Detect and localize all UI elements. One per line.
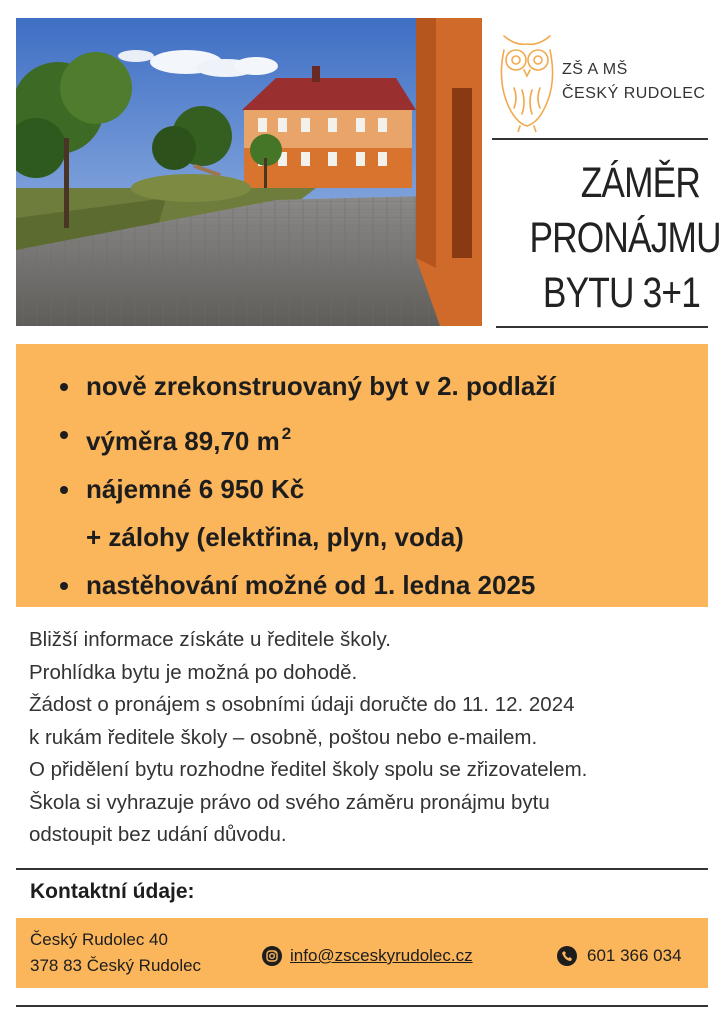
info-text bbox=[29, 624, 587, 852]
highlight-move-in: nastěhování možné od 1. ledna 2025 bbox=[60, 561, 556, 609]
info-line-2: Prohlídka bytu je možná po dohodě. bbox=[29, 660, 358, 684]
title-line-3: BYTU 3+1 bbox=[542, 269, 700, 317]
school-building-photo bbox=[16, 18, 482, 326]
logo-line-2: ČESKÝ RUDOLEC bbox=[562, 85, 706, 102]
title-line-2: PRONÁJMU bbox=[529, 214, 721, 262]
contact-phone bbox=[557, 946, 682, 966]
page-title bbox=[529, 156, 721, 321]
address-line-1: Český Rudolec 40 bbox=[30, 930, 168, 949]
area-superscript: 2 bbox=[281, 424, 292, 443]
info-line-1: Bližší informace získáte u ředitele školy. bbox=[29, 628, 391, 651]
highlight-area: výměra 89,70 m $^2$ bbox=[60, 410, 556, 465]
highlights-list bbox=[60, 362, 556, 609]
logo-text bbox=[562, 58, 705, 106]
divider-top-right bbox=[492, 138, 708, 140]
contact-address bbox=[30, 927, 201, 979]
info-line-6: Škola si vyhrazuje právo od svého záměru pronájmu bytu bbox=[29, 790, 550, 814]
owl-icon bbox=[496, 28, 558, 132]
contact-email bbox=[262, 946, 473, 966]
phone-number[interactable]: 601 366 034 bbox=[587, 946, 682, 965]
title-line-1: ZÁMĚR bbox=[580, 159, 700, 207]
highlight-deposits: + zálohy (elektřina, plyn, voda) bbox=[86, 522, 464, 552]
info-line-3: Žádost o pronájem s osobními údaji doručte do 11. 12. 2024 bbox=[29, 693, 575, 716]
address-line-2: 378 83 Český Rudolec bbox=[30, 956, 202, 975]
contact-heading: Kontaktní údaje: bbox=[30, 880, 195, 903]
phone-icon bbox=[557, 946, 577, 966]
divider-contact-top bbox=[16, 868, 708, 870]
logo-line-1: ZŠ A MŠ bbox=[562, 61, 628, 78]
instagram-icon bbox=[262, 946, 282, 966]
divider-bottom bbox=[16, 1005, 708, 1007]
email-link[interactable]: info@zsceskyrudolec.cz bbox=[290, 946, 473, 965]
info-line-5: O přidělení bytu rozhodne ředitel školy spolu se zřizovatelem. bbox=[29, 758, 588, 781]
highlight-floor: nově zrekonstruovaný byt v 2. podlaží bbox=[60, 362, 556, 410]
divider-title-bottom bbox=[496, 326, 708, 328]
highlight-rent: nájemné 6 950 Kč bbox=[60, 465, 556, 513]
school-logo bbox=[496, 28, 708, 132]
info-line-4: k rukám ředitele školy – osobně, poštou nebo e-mailem. bbox=[29, 725, 538, 749]
info-line-7: odstoupit bez udání důvodu. bbox=[29, 823, 287, 846]
